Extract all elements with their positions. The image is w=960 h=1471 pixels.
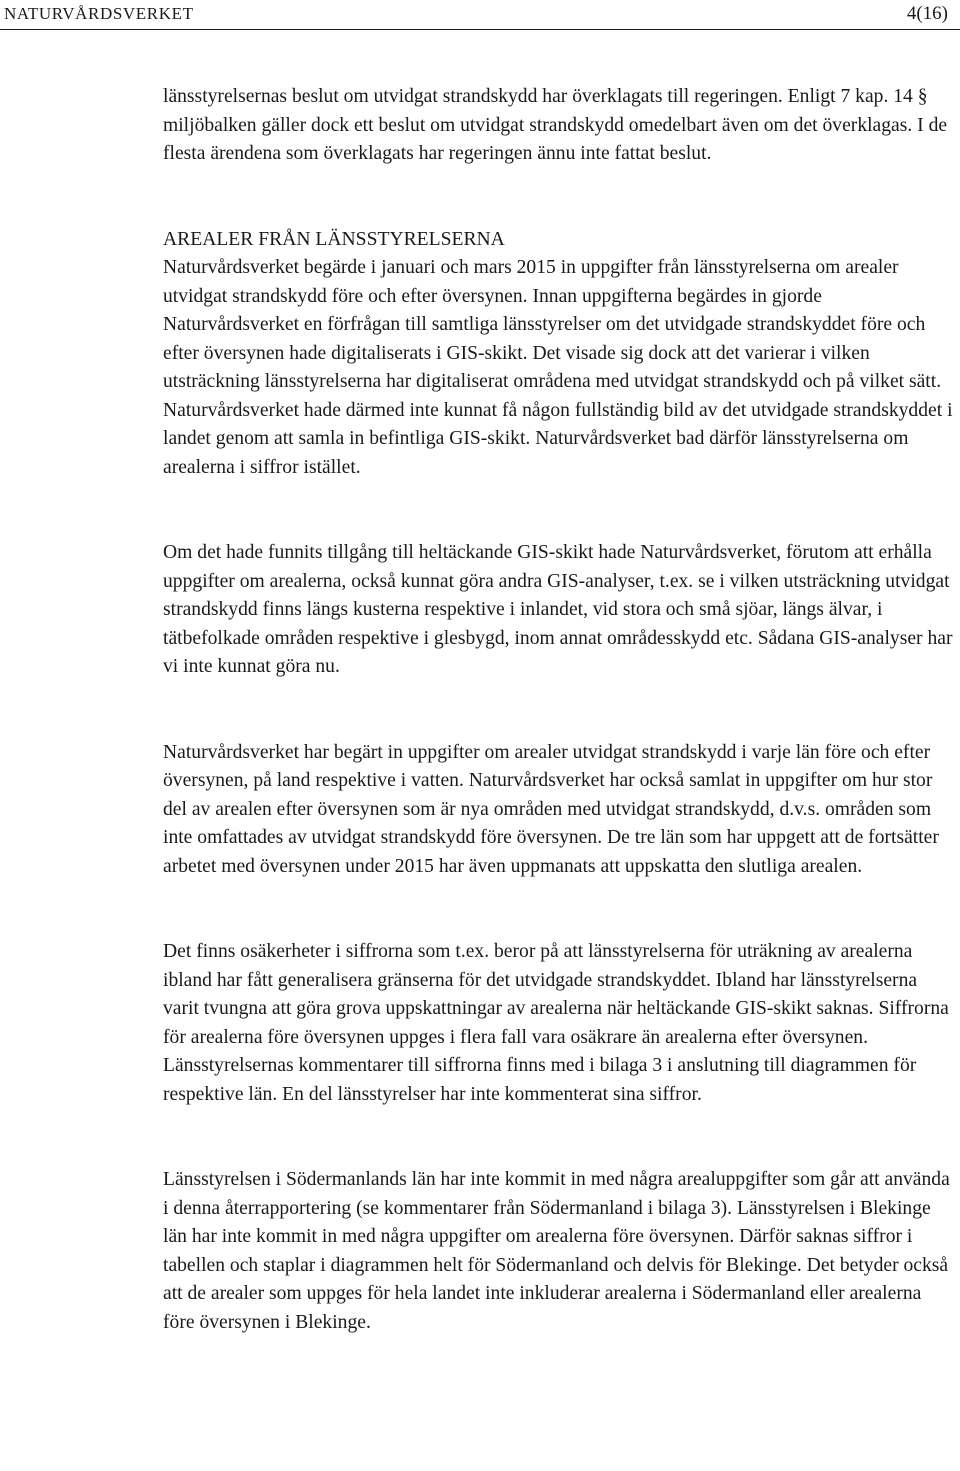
paragraph-uncertainty: Det finns osäkerheter i siffrorna som t.ex. beror på att länsstyrelserna för uträkning av arealerna ibland har fått generalisera gränserna för det utvidgade strandskyddet. Ibland har länsstyrelserna varit tvungna att göra grova uppskattningar av arealerna när heltäckande GIS-skikt saknas. Siffrorna för arealerna före översynen uppges i flera fall vara osäkrare än arealerna efter översynen. Länsstyrelsernas kommentarer till siffrorna finns med i bilaga 3 i anslutning till diagrammen för respektive län. En del länsstyrelser har inte kommenterat sina siffror. bbox=[163, 941, 949, 1105]
paragraph-gis: Om det hade funnits tillgång till heltäckande GIS-skikt hade Naturvårdsverket, förutom att erhålla uppgifter om arealerna, också kunnat göra andra GIS-analyser, t.ex. se i vilken utsträckning utvidgat strandskydd finns längs kusterna respektive i inlandet, vid stora och små sjöar, längs älvar, i tätbefolkade områden respektive i glesbygd, inom annat områdesskydd etc. Sådana GIS-analyser har vi inte kunnat göra nu. bbox=[163, 542, 953, 677]
header-organization: NATURVÅRDSVERKET bbox=[4, 4, 194, 23]
paragraph-intro: länsstyrelsernas beslut om utvidgat strandskydd har överklagats till regeringen. Enligt 7 kap. 14 § miljöbalken gäller dock ett beslut om utvidgat strandskydd omedelbart även om det överklagas. I de flesta ärendena som överklagats har regeringen ännu inte fattat beslut. bbox=[163, 86, 948, 164]
paragraph-request: Naturvårdsverket begärde i januari och mars 2015 in uppgifter från länsstyrelserna om arealer utvidgat strandskydd före och efter översynen. Innan uppgifterna begärdes in gjorde Naturvårdsverket en förfrågan till samtliga länsstyrelser om det utvidgade strandskyddet före och efter översynen hade digitaliserats i GIS-skikt. Det visade sig dock att det varierar i vilken utsträckning länsstyrelserna har digitaliserat områdena med utvidgat strandskydd och på vilket sätt. Naturvårdsverket hade därmed inte kunnat få någon fullständig bild av det utvidgade strandskyddet i landet genom att samla in befintliga GIS-skikt. Naturvårdsverket bad därför länsstyrelserna om arealerna i siffror istället. bbox=[163, 257, 953, 478]
page-number: 4(16) bbox=[906, 3, 948, 24]
document-body bbox=[163, 83, 953, 1337]
paragraph-collection: Naturvårdsverket har begärt in uppgifter om arealer utvidgat strandskydd i varje län före och efter översynen, på land respektive i vatten. Naturvårdsverket har också samlat in uppgifter om hur stor del av arealen efter översynen som är nya områden med utvidgat strandskydd, d.v.s. områden som inte omfattades av utvidgat strandskydd före översynen. De tre län som har uppgett att de fortsätter arbetet med översynen under 2015 har även uppmanats att uppskatta den slutliga arealen. bbox=[163, 741, 939, 877]
section-heading: AREALER FRÅN LÄNSSTYRELSERNA bbox=[163, 228, 505, 250]
page-header bbox=[0, 0, 960, 30]
paragraph-missing-data: Länsstyrelsen i Södermanlands län har inte kommit in med några arealuppgifter som går att använda i denna återrapportering (se kommentarer från Södermanland i bilaga 3). Länsstyrelsen i Blekinge län har inte kommit in med några uppgifter om arealerna före översynen. Därför saknas siffror i tabellen och staplar i diagrammen helt för Södermanland och delvis för Blekinge. Det betyder också att de arealer som uppges för hela landet inte inkluderar arealerna i Södermanland eller arealerna före översynen i Blekinge. bbox=[163, 1169, 950, 1333]
header-rule bbox=[0, 29, 960, 30]
